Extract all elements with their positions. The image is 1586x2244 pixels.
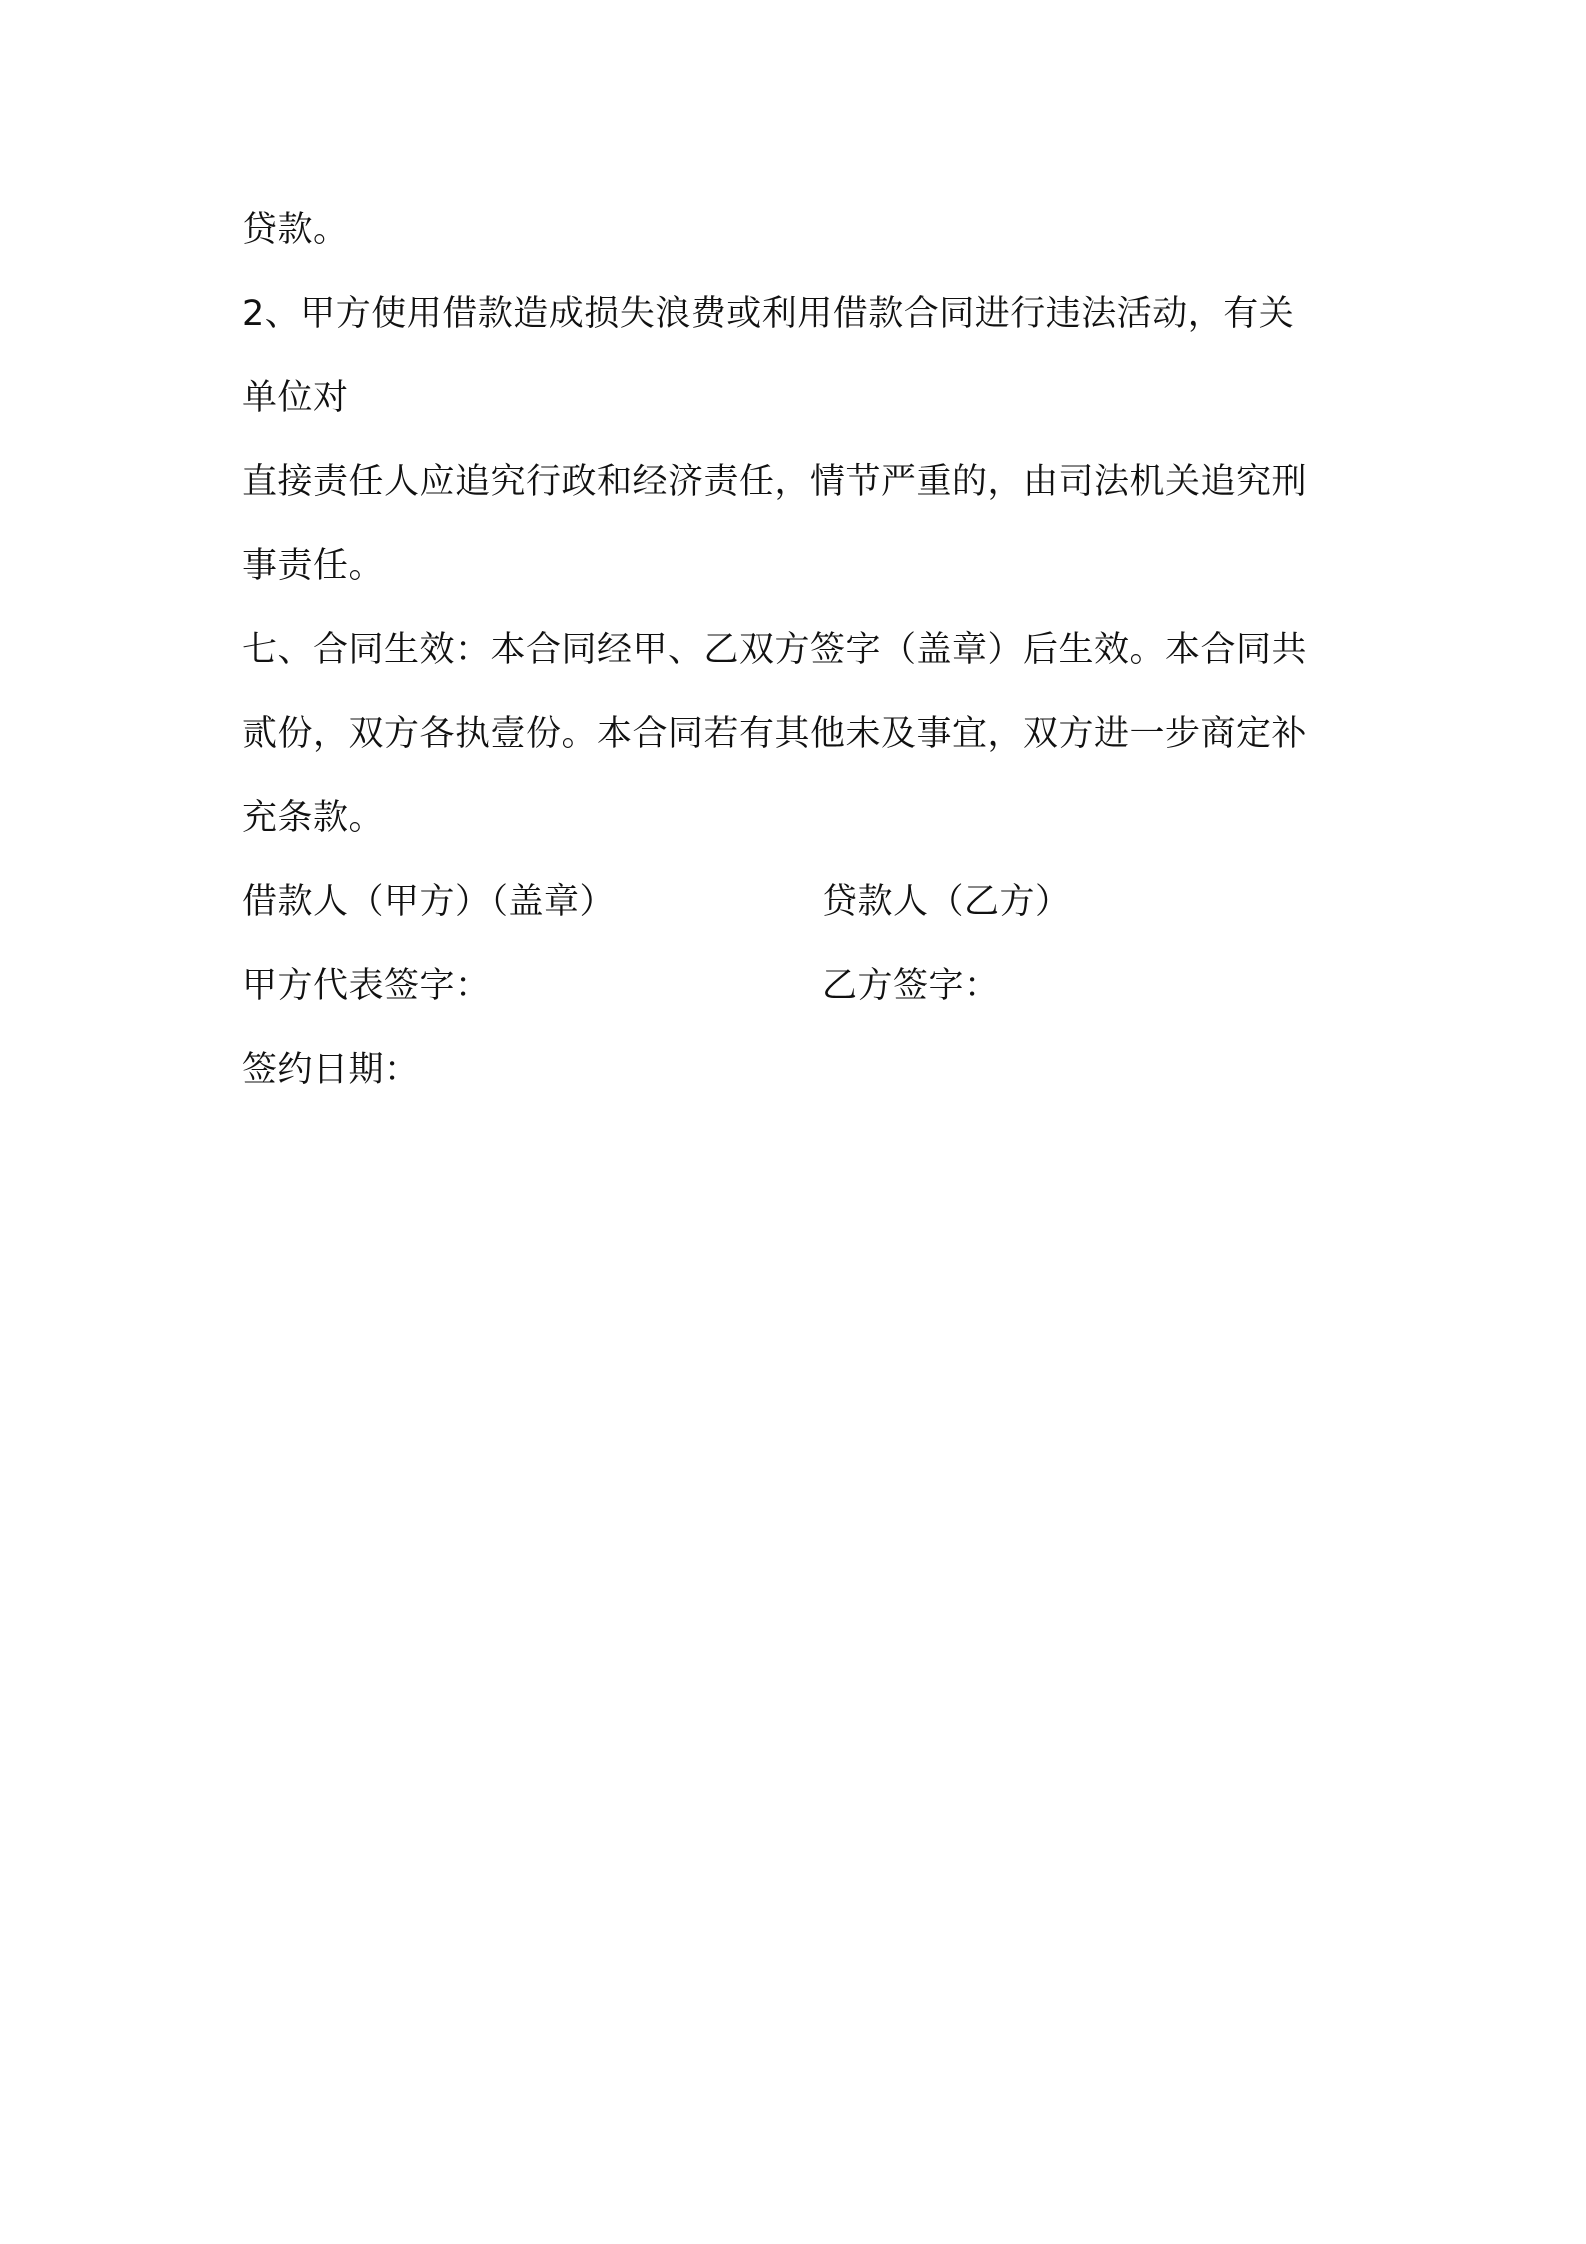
paragraph-line: 贷款。: [242, 210, 349, 250]
signing-date-label: 签约日期：: [242, 1050, 420, 1090]
paragraph-line: 七、合同生效：本合同经甲、乙双方签字（盖章）后生效。本合同共: [242, 630, 1308, 670]
party-b-signature-label: 乙方签字：: [822, 966, 1000, 1006]
paragraph-line: 单位对: [242, 378, 349, 418]
paragraph-line: 充条款。: [242, 798, 385, 838]
lender-label: 贷款人（乙方）: [822, 882, 1071, 922]
paragraph-line: 贰份，双方各执壹份。本合同若有其他未及事宜，双方进一步商定补: [242, 714, 1308, 754]
paragraph-line: 2、甲方使用借款造成损失浪费或利用借款合同进行违法活动，有关: [242, 294, 1295, 334]
borrower-label: 借款人（甲方）（盖章）: [242, 882, 616, 922]
paragraph-line: 事责任。: [242, 546, 385, 586]
party-a-signature-label: 甲方代表签字：: [242, 966, 491, 1006]
paragraph-line: 直接责任人应追究行政和经济责任，情节严重的，由司法机关追究刑: [242, 462, 1308, 502]
